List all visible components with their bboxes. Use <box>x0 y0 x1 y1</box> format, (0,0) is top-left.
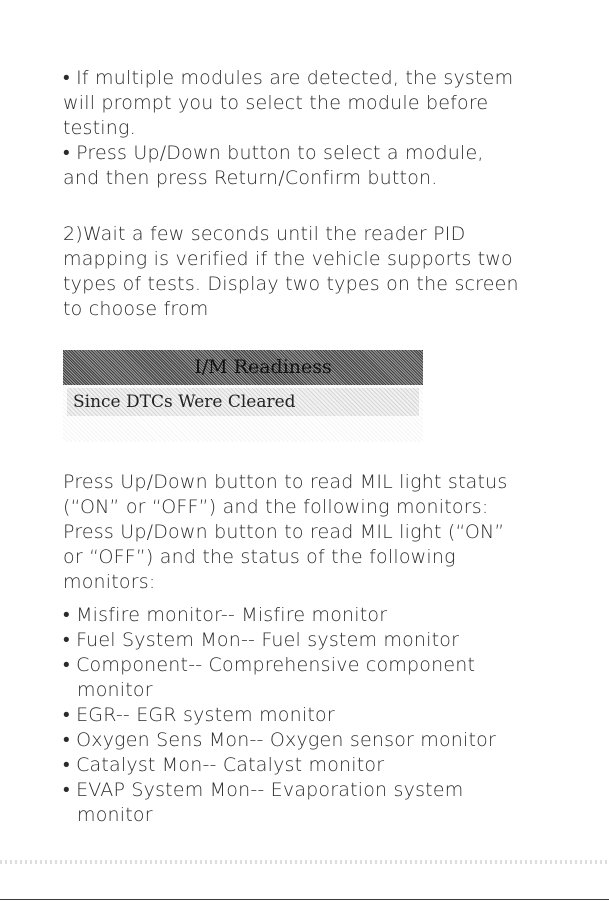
text-line: testing. <box>63 117 136 139</box>
device-screen-illustration <box>63 350 423 442</box>
list-item-continuation: monitor <box>77 679 153 701</box>
list-item-continuation: monitor <box>77 804 153 826</box>
text-line: will prompt you to select the module before <box>63 92 489 114</box>
text-line: to choose from <box>63 298 209 320</box>
monitor-list <box>63 603 583 828</box>
text-line: Press Up/Down button to read MIL light (“ON” <box>63 521 505 543</box>
list-item: • Oxygen Sens Mon-- Oxygen sensor monitor <box>63 729 497 751</box>
text-line: 2)Wait a few seconds until the reader PID <box>63 223 466 245</box>
list-item: • Component-- Comprehensive component <box>63 654 476 676</box>
text-line: (“ON” or “OFF”) and the following monitors: <box>63 496 489 518</box>
page-edge-line <box>0 899 609 900</box>
text-line: • If multiple modules are detected, the system <box>63 67 514 89</box>
text-line: • Press Up/Down button to select a module, <box>63 142 484 164</box>
mil-status-paragraph <box>63 470 583 595</box>
screen-title: I/M Readiness <box>63 350 423 385</box>
text-line: Press Up/Down button to read MIL light status <box>63 471 508 493</box>
text-line: monitors: <box>63 571 156 593</box>
text-line: or “OFF”) and the status of the following <box>63 546 456 568</box>
text-line: mapping is verified if the vehicle supports two <box>63 248 513 270</box>
list-item: • EVAP System Mon-- Evaporation system <box>63 779 464 801</box>
list-item: • Catalyst Mon-- Catalyst monitor <box>63 754 385 776</box>
module-selection-paragraph <box>63 66 583 191</box>
text-line: types of tests. Display two types on the screen <box>63 273 519 295</box>
page-footer-rule <box>0 860 609 864</box>
list-item: • Misfire monitor-- Misfire monitor <box>63 604 388 626</box>
text-line: and then press Return/Confirm button. <box>63 167 438 189</box>
pid-mapping-paragraph <box>63 222 583 322</box>
screen-menu-item: Since DTCs Were Cleared <box>67 388 419 416</box>
list-item: • EGR-- EGR system monitor <box>63 704 335 726</box>
list-item: • Fuel System Mon-- Fuel system monitor <box>63 629 460 651</box>
